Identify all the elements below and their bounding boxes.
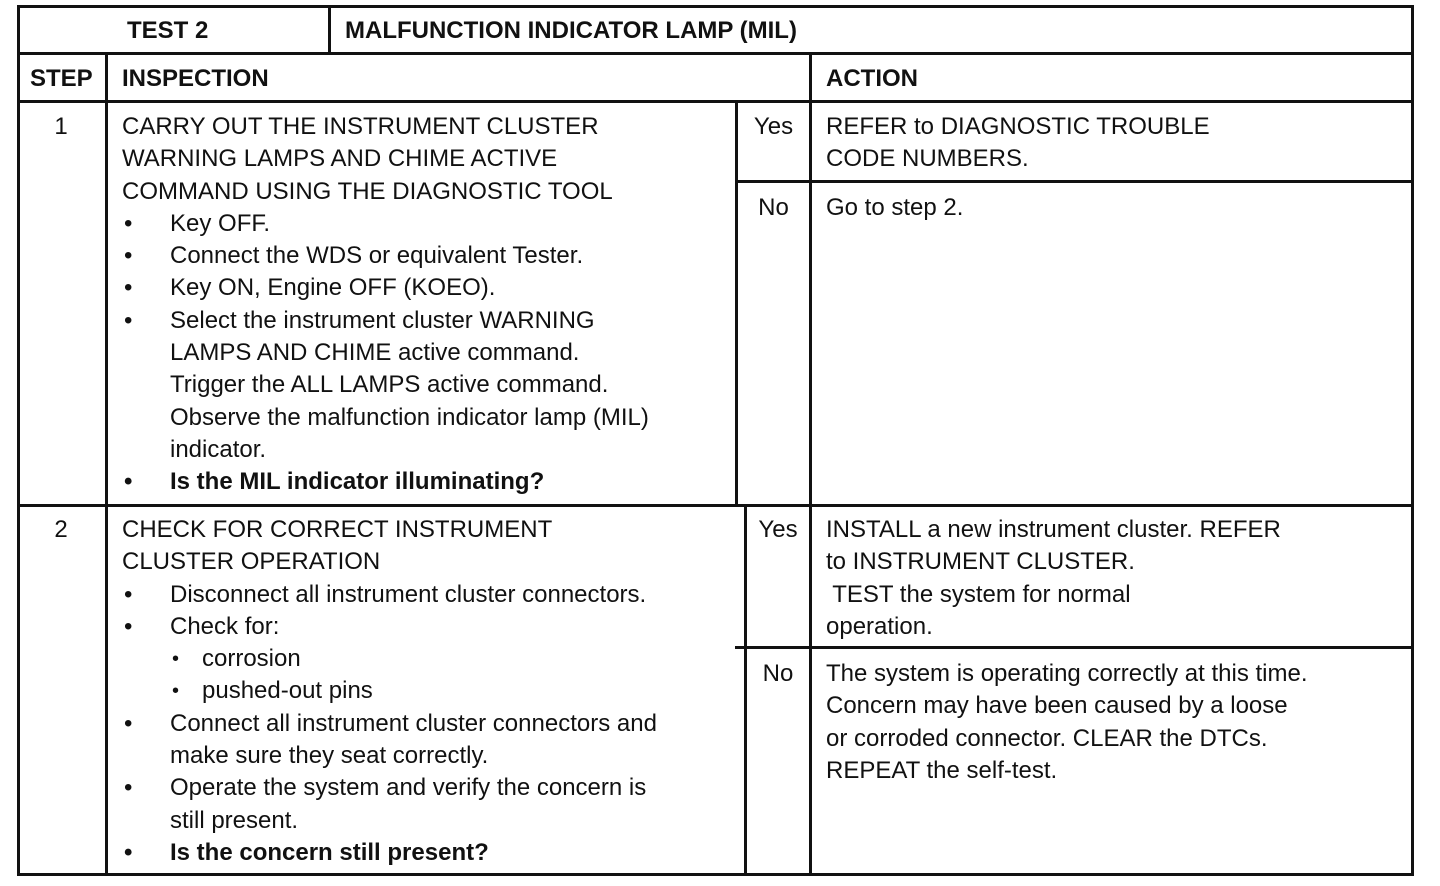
action-line: to INSTRUMENT CLUSTER.	[826, 548, 1135, 576]
column-step: STEP	[30, 65, 93, 92]
step-2-no-action	[826, 658, 1308, 787]
column-inspection: INSPECTION	[122, 65, 269, 92]
step-2-no-label: No	[762, 660, 794, 687]
bullet-text: Trigger the ALL LAMPS active command.	[170, 371, 609, 399]
test-title: MALFUNCTION INDICATOR LAMP (MIL)	[345, 17, 797, 44]
action-line: operation.	[826, 612, 933, 640]
step-2-sub-bullet: • pushed-out pins	[122, 675, 657, 707]
step-1-bullet	[122, 208, 649, 240]
bullet-text: • Check for:	[170, 612, 280, 640]
step-2-heading-line: CHECK FOR CORRECT INSTRUMENT	[122, 516, 553, 543]
step-1-bullet	[122, 305, 649, 466]
rule-top	[17, 5, 1414, 8]
action-line: Concern may have been caused by a loose	[826, 692, 1288, 720]
step-1-heading-line: WARNING LAMPS AND CHIME ACTIVE	[122, 145, 558, 173]
step-2-question	[122, 837, 657, 869]
diagnostic-test-table	[17, 5, 1414, 876]
rule-step2-yes-bottom	[735, 646, 1414, 649]
rule-action-col	[809, 52, 812, 876]
step-1-bullet	[122, 240, 649, 272]
step-1-question	[122, 466, 649, 498]
step-1-inspection	[122, 111, 649, 499]
action-line: CODE NUMBERS.	[826, 145, 1029, 173]
column-action: ACTION	[826, 65, 918, 92]
bullet-text: • Select the instrument cluster WARNING	[170, 306, 595, 334]
bullet-text: LAMPS AND CHIME active command.	[170, 339, 580, 367]
bullet-text: • Connect all instrument cluster connectors and	[170, 709, 657, 737]
step-1-yes-label: Yes	[753, 113, 794, 140]
question-text: • Is the MIL indicator illuminating?	[170, 468, 545, 496]
test-label: TEST 2	[127, 17, 209, 44]
step-2-bullet-list-continued	[122, 708, 657, 869]
bullet-text: • Key ON, Engine OFF (KOEO).	[170, 274, 496, 302]
action-line: REPEAT the self-test.	[826, 756, 1058, 784]
step-1-no-action	[826, 192, 963, 224]
step-2-sub-bullet: • corrosion	[122, 643, 657, 675]
step-2-sub-bullet-list	[122, 643, 657, 708]
bullet-text: • Disconnect all instrument cluster connectors.	[170, 580, 647, 608]
action-line: or corroded connector. CLEAR the DTCs.	[826, 724, 1268, 752]
question-text: • Is the concern still present?	[170, 838, 489, 866]
step-2-bullet	[122, 772, 657, 837]
step-2-bullet	[122, 708, 657, 773]
step-2-number: 2	[54, 516, 68, 543]
step-1-number: 1	[54, 113, 68, 140]
bullet-text: • Operate the system and verify the concern is	[170, 774, 647, 802]
rule-right	[1411, 5, 1414, 876]
step-1-yes-action	[826, 111, 1210, 176]
step-2-heading-line: CLUSTER OPERATION	[122, 548, 381, 576]
step-1-no-label: No	[758, 194, 789, 221]
action-line: REFER to DIAGNOSTIC TROUBLE	[826, 113, 1210, 140]
rule-step1-bottom	[17, 504, 1414, 507]
action-line: TEST the system for normal	[826, 580, 1131, 608]
step-1-heading-line: COMMAND USING THE DIAGNOSTIC TOOL	[122, 177, 613, 205]
step-2-bullet	[122, 611, 657, 643]
bullet-text: indicator.	[170, 435, 267, 463]
rule-columns-bottom	[17, 100, 1414, 103]
rule-header-bottom	[17, 52, 1414, 55]
action-line: The system is operating correctly at this time.	[826, 660, 1308, 687]
rule-header-divider	[328, 5, 331, 55]
bullet-text: • Connect the WDS or equivalent Tester.	[170, 242, 584, 270]
rule-bottom	[17, 873, 1414, 876]
step-2-bullet-list	[122, 579, 657, 644]
bullet-text: make sure they seat correctly.	[170, 742, 489, 770]
rule-yesno-col-1	[735, 100, 738, 507]
action-line: INSTALL a new instrument cluster. REFER	[826, 516, 1281, 543]
rule-step-col	[105, 52, 108, 876]
step-2-yes-label: Yes	[758, 516, 798, 543]
step-2-bullet	[122, 579, 657, 611]
rule-step1-yes-bottom	[735, 180, 1414, 183]
step-1-bullet-list	[122, 208, 649, 499]
step-1-bullet	[122, 272, 649, 304]
bullet-text: still present.	[170, 806, 299, 834]
bullet-text: • Key OFF.	[170, 209, 271, 237]
bullet-text: Observe the malfunction indicator lamp (MIL)	[170, 403, 649, 431]
step-2-inspection	[122, 514, 657, 869]
step-2-yes-action	[826, 514, 1281, 643]
step-1-heading-line: CARRY OUT THE INSTRUMENT CLUSTER	[122, 113, 599, 140]
action-line: Go to step 2.	[826, 194, 964, 221]
